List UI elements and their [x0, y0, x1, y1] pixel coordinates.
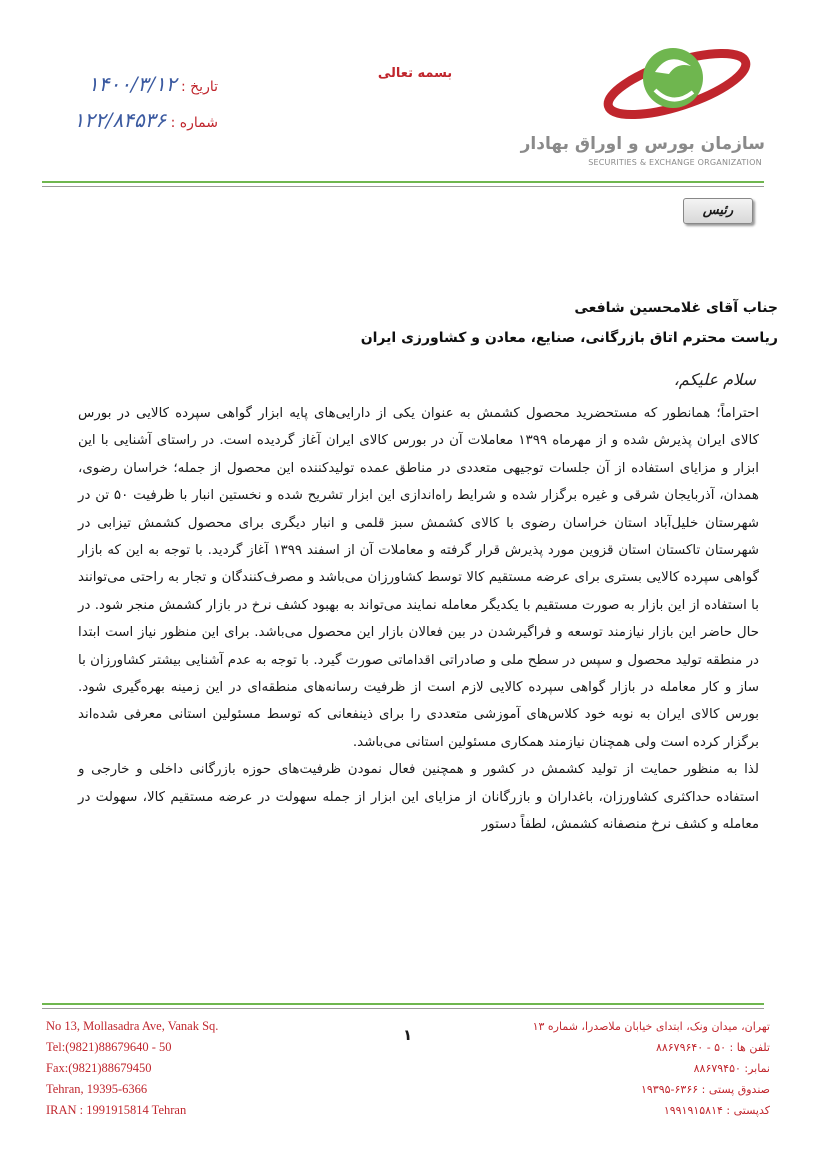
footer-en-line: No 13, Mollasadra Ave, Vanak Sq.	[46, 1019, 219, 1033]
organization-logo	[520, 32, 765, 172]
date-label: تاریخ :	[180, 79, 218, 95]
footer-divider	[42, 1003, 764, 1005]
sender-tab: رئیس	[683, 198, 753, 224]
basmala: بسمه تعالی	[377, 66, 453, 81]
recipient-name: جناب آقای غلامحسین شافعی	[574, 300, 778, 316]
footer-fa-line: تهران، میدان ونک، ابتدای خیابان ملاصدرا، شماره ۱۳	[532, 1020, 770, 1033]
footer-en-line: Fax:(9821)88679450	[46, 1061, 152, 1075]
number-label: شماره :	[170, 115, 218, 131]
page-number: ۱	[403, 1026, 413, 1044]
footer-en-line: IRAN : 1991915814 Tehran	[46, 1103, 187, 1117]
number-row	[38, 108, 218, 132]
footer-fa-line: نمابر: ۸۸۶۷۹۴۵۰	[693, 1062, 770, 1075]
footer-fa-line: کدپستی : ۱۹۹۱۹۱۵۸۱۴	[663, 1104, 770, 1117]
org-name-en: SECURITIES & EXCHANGE ORGANIZATION	[588, 158, 762, 167]
footer-address-fa	[533, 1016, 770, 1121]
footer-address-en	[46, 1016, 218, 1121]
date-row	[38, 72, 218, 96]
footer-fa-line: صندوق پستی : ۶۳۶۶-۱۹۳۹۵	[640, 1083, 770, 1096]
footer-fa-line: تلفن ها : ۵۰ - ۸۸۶۷۹۶۴۰	[655, 1041, 770, 1054]
org-name-fa: سازمان بورس و اوراق بهادار	[520, 134, 765, 154]
footer-divider-thin	[42, 1008, 764, 1009]
recipient-title: ریاست محترم اتاق بازرگانی، صنایع، معادن و کشاورزی ایران	[360, 330, 778, 346]
body-paragraph: احتراماً؛ همانطور که مستحضرید محصول کشمش به عنوان یکی از دارایی‌های پایه ابزار گواهی سپرده کالایی در بورس کالای ایران پذیرش شده و از مهرماه ۱۳۹۹ معاملات آن در بورس کالای ایران آغاز گردیده است. در راستای آشنایی با این ابزار و مزایای استفاده از آن جلسات توجیهی متعددی در مناطق عمده تولیدکننده این محصول از جمله؛ خراسان رضوی، همدان، آذربایجان شرقی و غیره برگزار شده و شرایط راه‌اندازی این ابزار تشریح شده و نخستین انبار با ظرفیت ۵۰ تن در شهرستان خلیل‌آباد استان خراسان رضوی با کالای کشمش سبز قلمی و انبار دیگری برای محصول کشمش تیزابی در شهرستان تاکستان استان قزوین مورد پذیرش قرار گرفته و معاملات آن از اسفند ۱۳۹۹ آغاز گردید. با توجه به این که بازار گواهی سپرده کالایی بستری برای عرضه مستقیم کالا توسط کشاورزان می‌باشد و مصرف‌کنندگان و تجار به راحتی می‌توانند با استفاده از این بازار به صورت مستقیم با یکدیگر معامله نمایند می‌تواند به بهبود کشف نرخ در بازار کشمش منجر شود. در حال حاضر این بازار نیازمند توسعه و فراگیرشدن در بین فعالان بازار این محصول می‌باشد. برای این منظور نیاز است ابتدا در منطقه تولید محصول و سپس در سطح ملی و صادراتی اقداماتی صورت گیرد. با توجه به عدم آشنایی بیشتر کشاورزان با ساز و کار معامله در بازار گواهی سپرده کالایی لازم است از ظرفیت رسانه‌های منطقه‌ای در این زمینه بهره‌گیری شود. بورس کالای ایران به نوبه خود کلاس‌های آموزشی متعددی را برای ذینفعانی که توسط مسئولین استانی معرفی شده‌اند برگزار کرده است ولی همچنان نیازمند همکاری مسئولین استانی می‌باشد.	[78, 406, 759, 750]
seo-emblem-icon	[585, 32, 765, 132]
footer-en-line: Tel:(9821)88679640 - 50	[46, 1040, 172, 1054]
date-value: ۱۴۰۰/۳/۱۲	[87, 72, 177, 96]
header-divider	[42, 181, 764, 183]
number-value: ۱۲۲/۸۴۵۳۶	[73, 108, 167, 132]
letter-body	[78, 400, 759, 839]
header-divider-thin	[42, 186, 764, 187]
greeting: سلام علیکم،	[673, 370, 756, 389]
footer-en-line: Tehran, 19395-6366	[46, 1082, 148, 1096]
body-paragraph: لذا به منظور حمایت از تولید کشمش در کشور و همچنین فعال نمودن ظرفیت‌های حوزه بازرگانی داخلی و خارجی و استفاده حداکثری کشاورزان، باغداران و بازرگانان از مزایای این ابزار از جمله سهولت در عرضه مستقیم کالا، سهولت در معامله و کشف نرخ منصفانه کشمش، لطفاً دستور	[78, 762, 759, 833]
